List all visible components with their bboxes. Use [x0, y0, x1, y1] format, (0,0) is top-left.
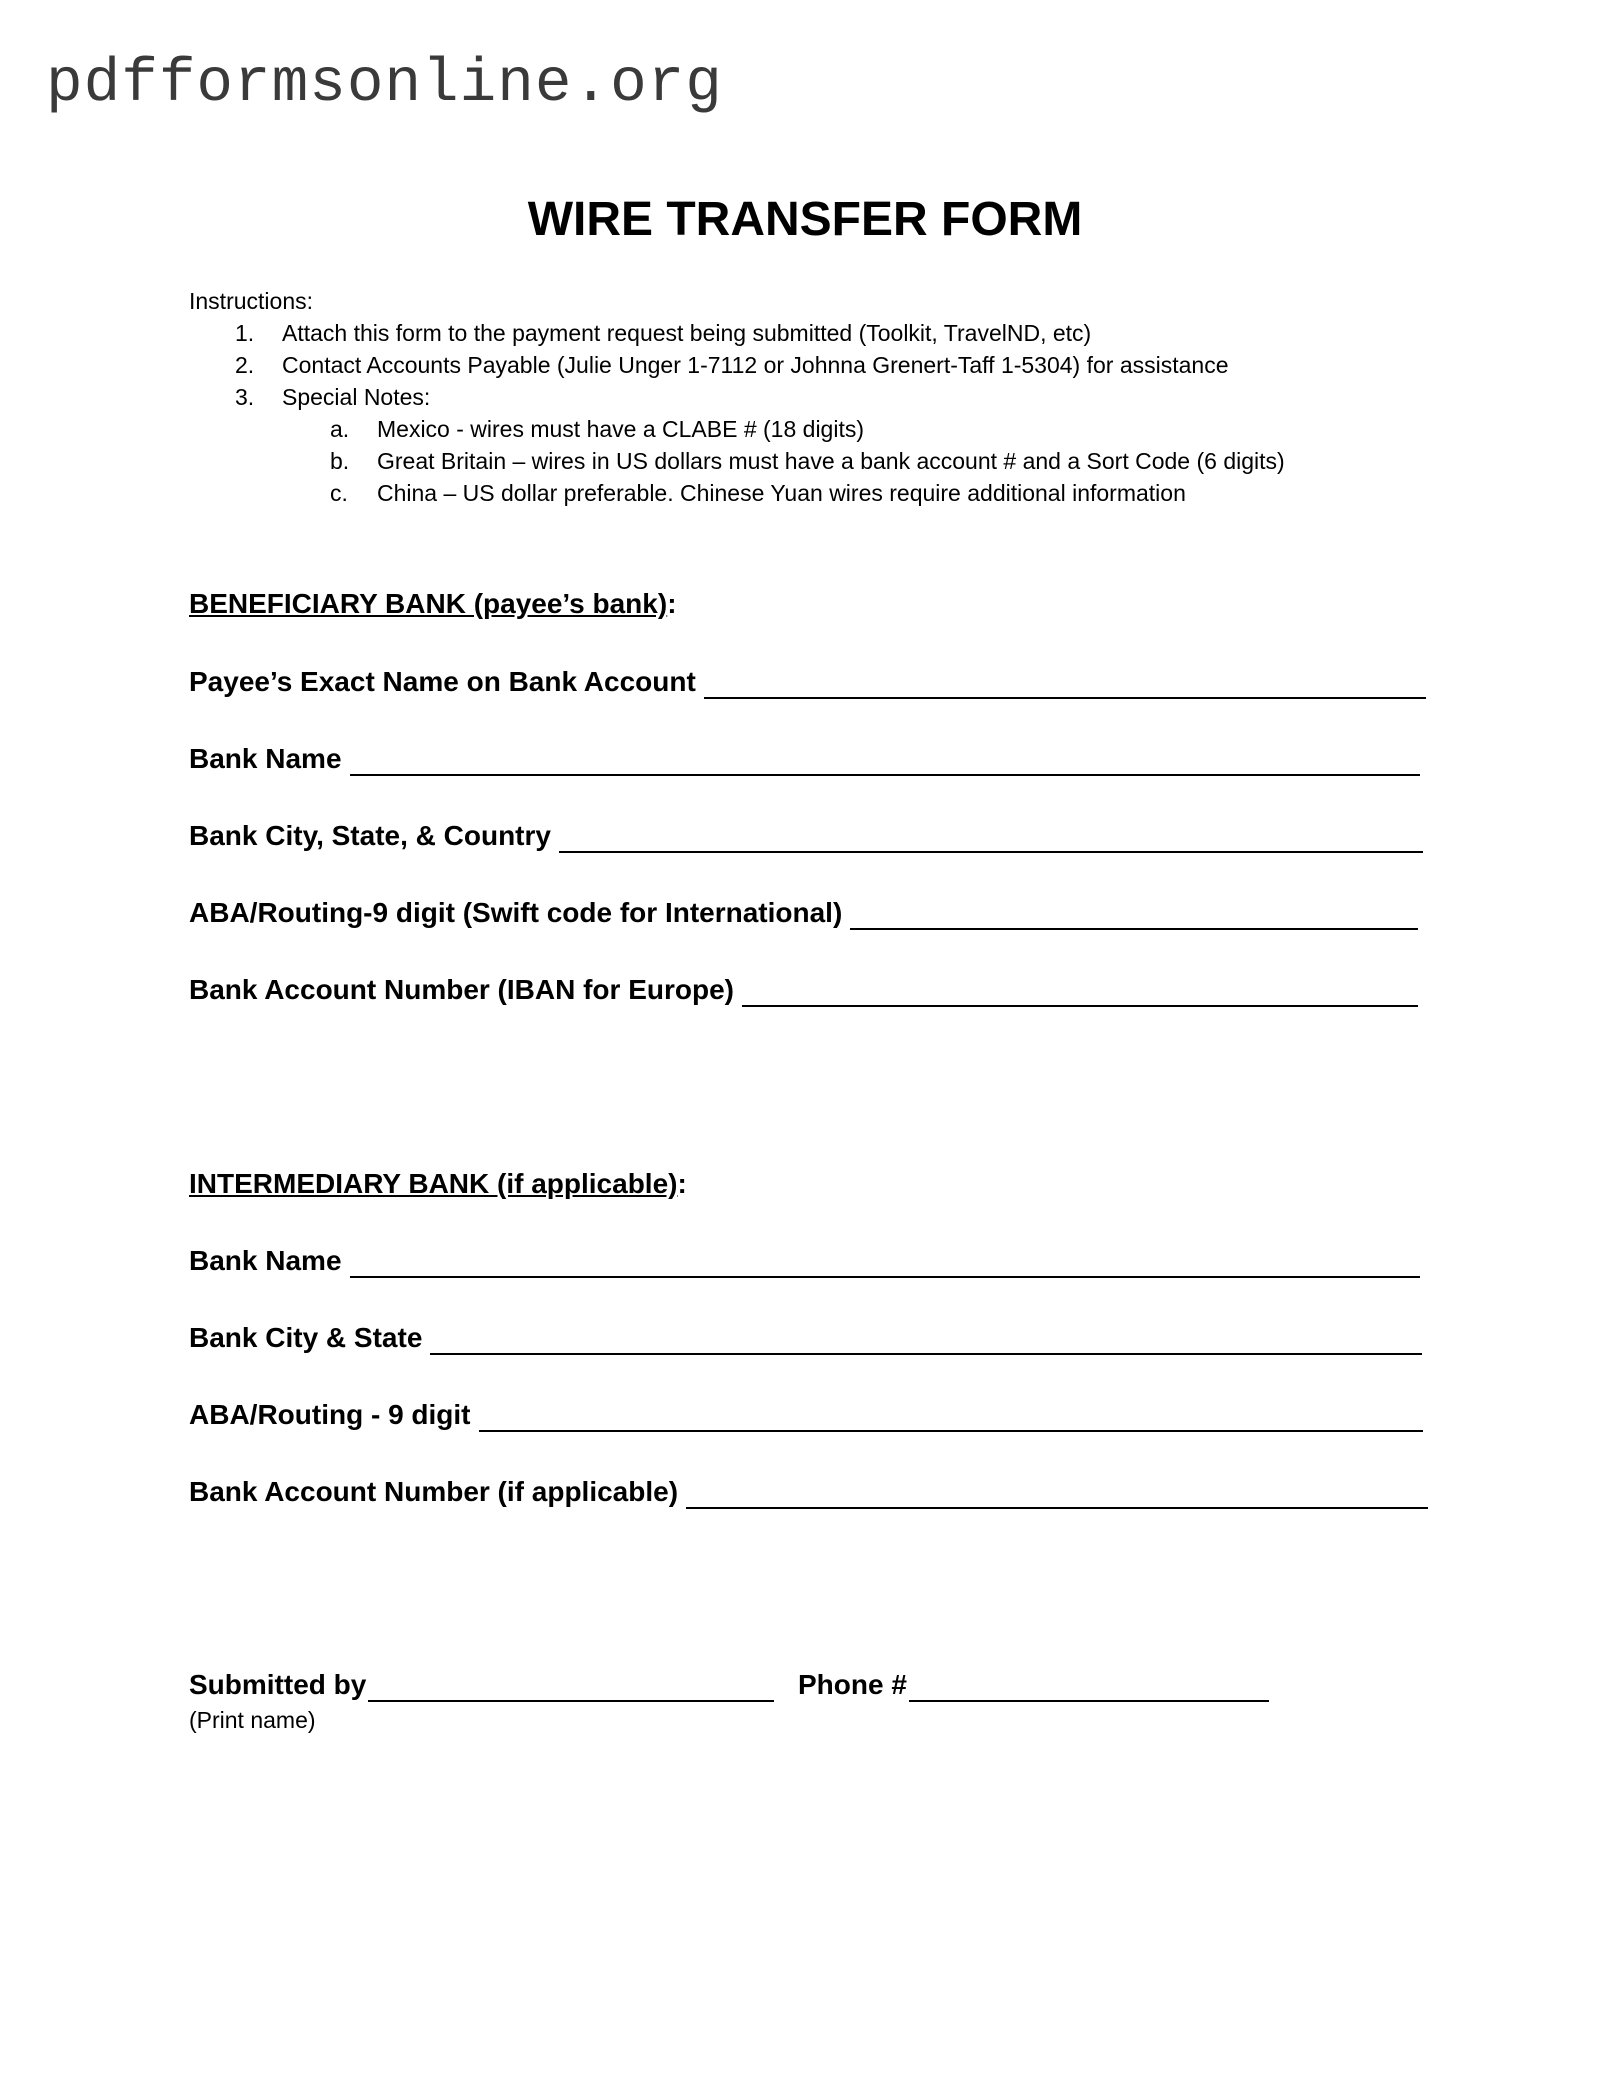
- intermediary-routing-input[interactable]: [479, 1404, 1423, 1432]
- beneficiary-bank-location-input[interactable]: [559, 825, 1423, 853]
- instruction-number: 2.: [235, 352, 255, 378]
- instruction-text: Special Notes:: [282, 384, 431, 410]
- intermediary-account-input[interactable]: [686, 1481, 1428, 1509]
- submitted-by-label: Submitted by: [189, 1669, 367, 1700]
- beneficiary-bank-name-label: Bank Name: [189, 743, 342, 774]
- intermediary-account-field: [189, 1476, 1428, 1509]
- note-text: Great Britain – wires in US dollars must have a bank account # and a Sort Code (6 digits): [377, 448, 1285, 474]
- intermediary-bank-location-input[interactable]: [430, 1327, 1422, 1355]
- note-text: Mexico - wires must have a CLABE # (18 digits): [377, 416, 865, 442]
- submitted-by-input[interactable]: [368, 1674, 774, 1702]
- beneficiary-routing-field: [189, 897, 1418, 930]
- phone-field: [798, 1669, 1269, 1702]
- payee-name-field: [189, 666, 1426, 699]
- beneficiary-account-field: [189, 974, 1418, 1007]
- intermediary-bank-name-label: Bank Name: [189, 1245, 342, 1276]
- note-letter: a.: [330, 416, 350, 442]
- intermediary-bank-name-input[interactable]: [350, 1250, 1420, 1278]
- intermediary-routing-label: ABA/Routing - 9 digit: [189, 1399, 471, 1430]
- payee-name-input[interactable]: [704, 671, 1426, 699]
- beneficiary-bank-name-field: [189, 743, 1420, 776]
- intermediary-account-label: Bank Account Number (if applicable): [189, 1476, 679, 1507]
- instruction-number: 1.: [235, 320, 255, 346]
- submitted-by-field: [189, 1669, 774, 1702]
- instruction-number: 3.: [235, 384, 255, 410]
- instruction-text: Attach this form to the payment request being submitted (Toolkit, TravelND, etc): [282, 320, 1092, 346]
- intermediary-bank-heading: [189, 1168, 687, 1200]
- instructions-heading: Instructions:: [189, 288, 313, 314]
- intermediary-routing-field: [189, 1399, 1423, 1432]
- print-name-note: (Print name): [189, 1707, 316, 1733]
- payee-name-label: Payee’s Exact Name on Bank Account: [189, 666, 696, 697]
- beneficiary-bank-heading: [189, 588, 677, 620]
- note-letter: b.: [330, 448, 350, 474]
- intermediary-bank-location-field: [189, 1322, 1422, 1355]
- beneficiary-bank-location-label: Bank City, State, & Country: [189, 820, 551, 851]
- instruction-text: Contact Accounts Payable (Julie Unger 1-7112 or Johnna Grenert-Taff 1-5304) for assistance: [282, 352, 1229, 378]
- heading-colon: :: [667, 588, 677, 619]
- beneficiary-account-label: Bank Account Number (IBAN for Europe): [189, 974, 734, 1005]
- beneficiary-bank-location-field: [189, 820, 1423, 853]
- note-text: China – US dollar preferable. Chinese Yuan wires require additional information: [377, 480, 1186, 506]
- beneficiary-routing-input[interactable]: [850, 902, 1418, 930]
- form-title: WIRE TRANSFER FORM: [527, 193, 1083, 246]
- watermark-logo: pdfformsonline.org: [46, 50, 723, 119]
- intermediary-bank-location-label: Bank City & State: [189, 1322, 423, 1353]
- intermediary-bank-name-field: [189, 1245, 1420, 1278]
- beneficiary-bank-name-input[interactable]: [350, 748, 1420, 776]
- phone-label: Phone #: [798, 1669, 907, 1700]
- note-letter: c.: [330, 480, 348, 506]
- beneficiary-routing-label: ABA/Routing-9 digit (Swift code for International): [189, 897, 843, 928]
- beneficiary-bank-heading-text: BENEFICIARY BANK (payee’s bank): [189, 588, 668, 619]
- beneficiary-account-input[interactable]: [742, 979, 1418, 1007]
- intermediary-bank-heading-text: INTERMEDIARY BANK (if applicable): [189, 1168, 678, 1199]
- heading-colon: :: [677, 1168, 687, 1199]
- phone-input[interactable]: [909, 1674, 1269, 1702]
